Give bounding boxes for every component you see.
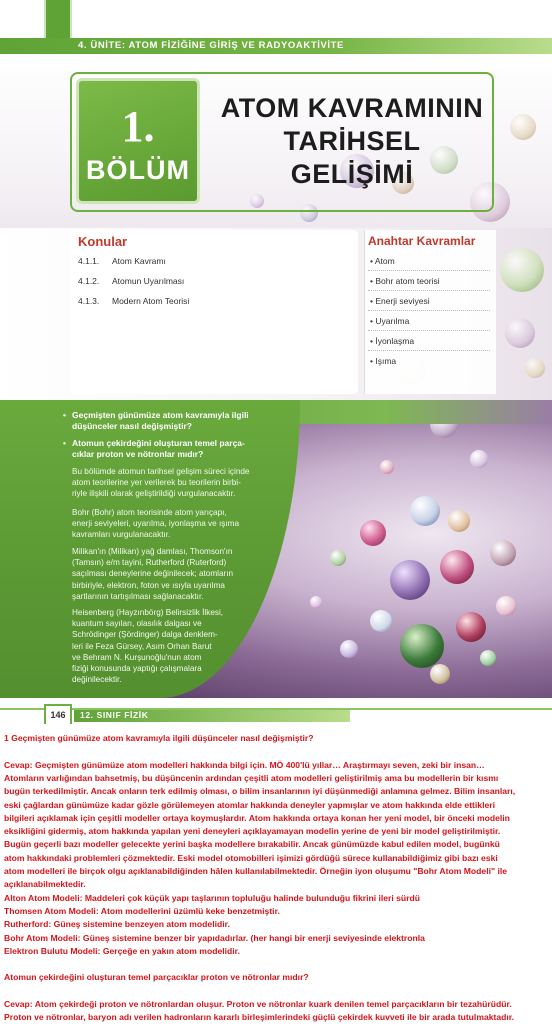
chapter-number: 1. [121, 102, 155, 151]
answer-line: eski çağlardan günümüze kadar gözle görülemeyen atomlar hakkında deneyler yapmışlar ve atom hakkında elde ettikleri [4, 799, 495, 810]
answer-line: Alton Atom Modeli: Maddeleri çok küçük yapı taşlarının topluluğu halinde bulunduğu fikrini ileri sürdü [4, 892, 421, 903]
page-number: 146 [44, 704, 72, 724]
answer-line: Bugün geçerli bazı modeller gelecekte yerini başka modellere bırakabilir. Ancak günümüzde kabul edilen model, bugünkü [4, 839, 500, 850]
key-concept-item: • Bohr atom teorisi [370, 276, 440, 286]
chapter-title [206, 92, 498, 191]
topic-item: 4.1.3. Modern Atom Teorisi [78, 296, 190, 306]
answer-line: Cevap: Geçmişten günümüze atom modelleri hakkında bilgi için. MÖ 400'lü yıllar… Araştırmayı seven, zeki bir insan… [4, 759, 485, 770]
key-concept-item: • Işıma [370, 356, 397, 366]
topics-title: Konular [78, 234, 128, 249]
key-concept-item: • Uyarılma [370, 316, 410, 326]
answer-line: bilgileri açıklamak için çeşitli modeller ortaya koymuşlardır. Atom hakkında ortaya konan her yeni model, bir önceki modelin [4, 812, 510, 823]
key-divider [368, 270, 490, 271]
answer-line: Atomların varlığından bahsetmiş, bu düşüncenin ardından çeşitli atom modelleri geliştirilmiş ama bu modellerin bir kısmı [4, 772, 499, 783]
objective-paragraph: Milikan'ın (Milikan) yağ damlası, Thomson'ın (Tamsın) e/m tayini, Rutherford (Ruterford) saçılması deneylerine değinilecek; atomların birbiriyle, elektron, foton ve ısıyla uyarılma şartlarının tartışılması sağlanacaktır. [72, 547, 234, 601]
answer-line: eksikliğini gidermiş, atom hakkında yapılan yeni deneyleri açıklayamayan modelin yerine de yeni bir model geliştirilmiştir. [4, 826, 501, 837]
answer-line: Thomsen Atom Modeli: Atom modellerini üzümlü keke benzetmiştir. [4, 905, 280, 916]
key-divider [368, 290, 490, 291]
answer-line: Atomun çekirdeğini oluşturan temel parçacıklar proton ve nötronlar mıdır? [4, 972, 309, 983]
objective-paragraph: Bohr (Bohr) atom teorisinde atom yarıçapı, enerji seviyeleri, uyarılma, iyonlaşma ve ışıma kavramları vurgulanacaktır. [72, 508, 239, 540]
title-line: TARİHSEL [283, 126, 421, 156]
topic-item: 4.1.1. Atom Kavramı [78, 256, 166, 266]
answer-line: atom hakkındaki problemleri çözmektedir. Eski model otomobilleri işimizi gördüğü sürece kullanabildiğimiz gibi bazı eski [4, 852, 498, 863]
question-item: • Geçmişten günümüze atom kavramıyla ilgili düşünceler nasıl değişmiştir? [72, 410, 249, 432]
answer-line: Proton ve nötronlar, baryon adı verilen hadronların kararlı birleşimlerindeki güçlü çekirdek kuvveti ile bir arada tutulmaktadır. [4, 1012, 515, 1023]
answer-line: Elektron Bulutu Modeli: Gerçeğe en yakın atom modelidir. [4, 945, 240, 956]
key-concept-item: • İyonlaşma [370, 336, 415, 346]
topic-item: 4.1.2. Atomun Uyarılması [78, 276, 185, 286]
key-concepts-box [364, 230, 496, 394]
chapter-label: BÖLÜM [86, 155, 190, 185]
key-concepts-title: Anahtar Kavramlar [368, 234, 476, 248]
key-concept-item: • Enerji seviyesi [370, 296, 430, 306]
key-divider [368, 330, 490, 331]
objective-paragraph: Heisenberg (Hayzınbörg) Belirsizlik İlkesi, kuantum sayıları, olasılık dalgası ve Schrödinger (Şördinger) dalga denklem- leri ile Feza Gürsey, Asım Orhan Barut ve Behram N. Kurşunoğlu'nun atom fiziği konusunda yaptığı çalışmalara değinilecektir. [72, 608, 224, 685]
question-item: • Atomun çekirdeğini oluşturan temel parça- cıklar proton ve nötronlar mıdır? [72, 438, 245, 460]
key-concept-item: • Atom [370, 256, 395, 266]
grade-label: 12. SINIF FİZİK [80, 710, 149, 720]
unit-header: 4. ÜNİTE: ATOM FİZİĞİNE GİRİŞ VE RADYOAKTİVİTE [78, 40, 344, 51]
topics-box [70, 230, 358, 394]
answer-line: atom modelleri ile birçok olgu açıklanabildiğinden hâlen kullanılabilmektedir. Örneğin iyon oluşumu "Bohr Atom Modeli" ile [4, 866, 508, 876]
title-line: GELİŞİMİ [290, 159, 414, 189]
key-divider [368, 310, 490, 311]
answer-line: açıklanabilmektedir. [4, 879, 86, 890]
answer-line: 1 Geçmişten günümüze atom kavramıyla ilgili düşünceler nasıl değişmiştir? [4, 733, 314, 743]
objective-paragraph: Bu bölümde atomun tarihsel gelişim süreci içinde atom teorilerine yer verilerek bu teorilerin birbi- riyle ilişkili olarak geliştirildiği vurgulanacaktır. [72, 467, 250, 499]
answer-line: Rutherford: Güneş sistemine benzeyen atom modelidir. [4, 919, 230, 930]
answer-line: Bohr Atom Modeli: Güneş sistemine benzer bir yapıdadırlar. (her hangi bir enerji seviyesinde elektronla [4, 932, 425, 943]
chapter-badge [76, 78, 200, 204]
answer-line: bugün terkedilmiştir. Ancak onların terk edilmiş olması, o bilim insanlarının iyi düşünmediği anlamına gelmez. Bilim insanları, [4, 786, 516, 797]
title-line: ATOM KAVRAMININ [220, 93, 484, 123]
key-divider [368, 350, 490, 351]
answer-line: Cevap: Atom çekirdeği proton ve nötronlardan oluşur. Proton ve nötronlar kuark denilen temel parçacıkların bir tezahürüdür. [4, 999, 512, 1009]
